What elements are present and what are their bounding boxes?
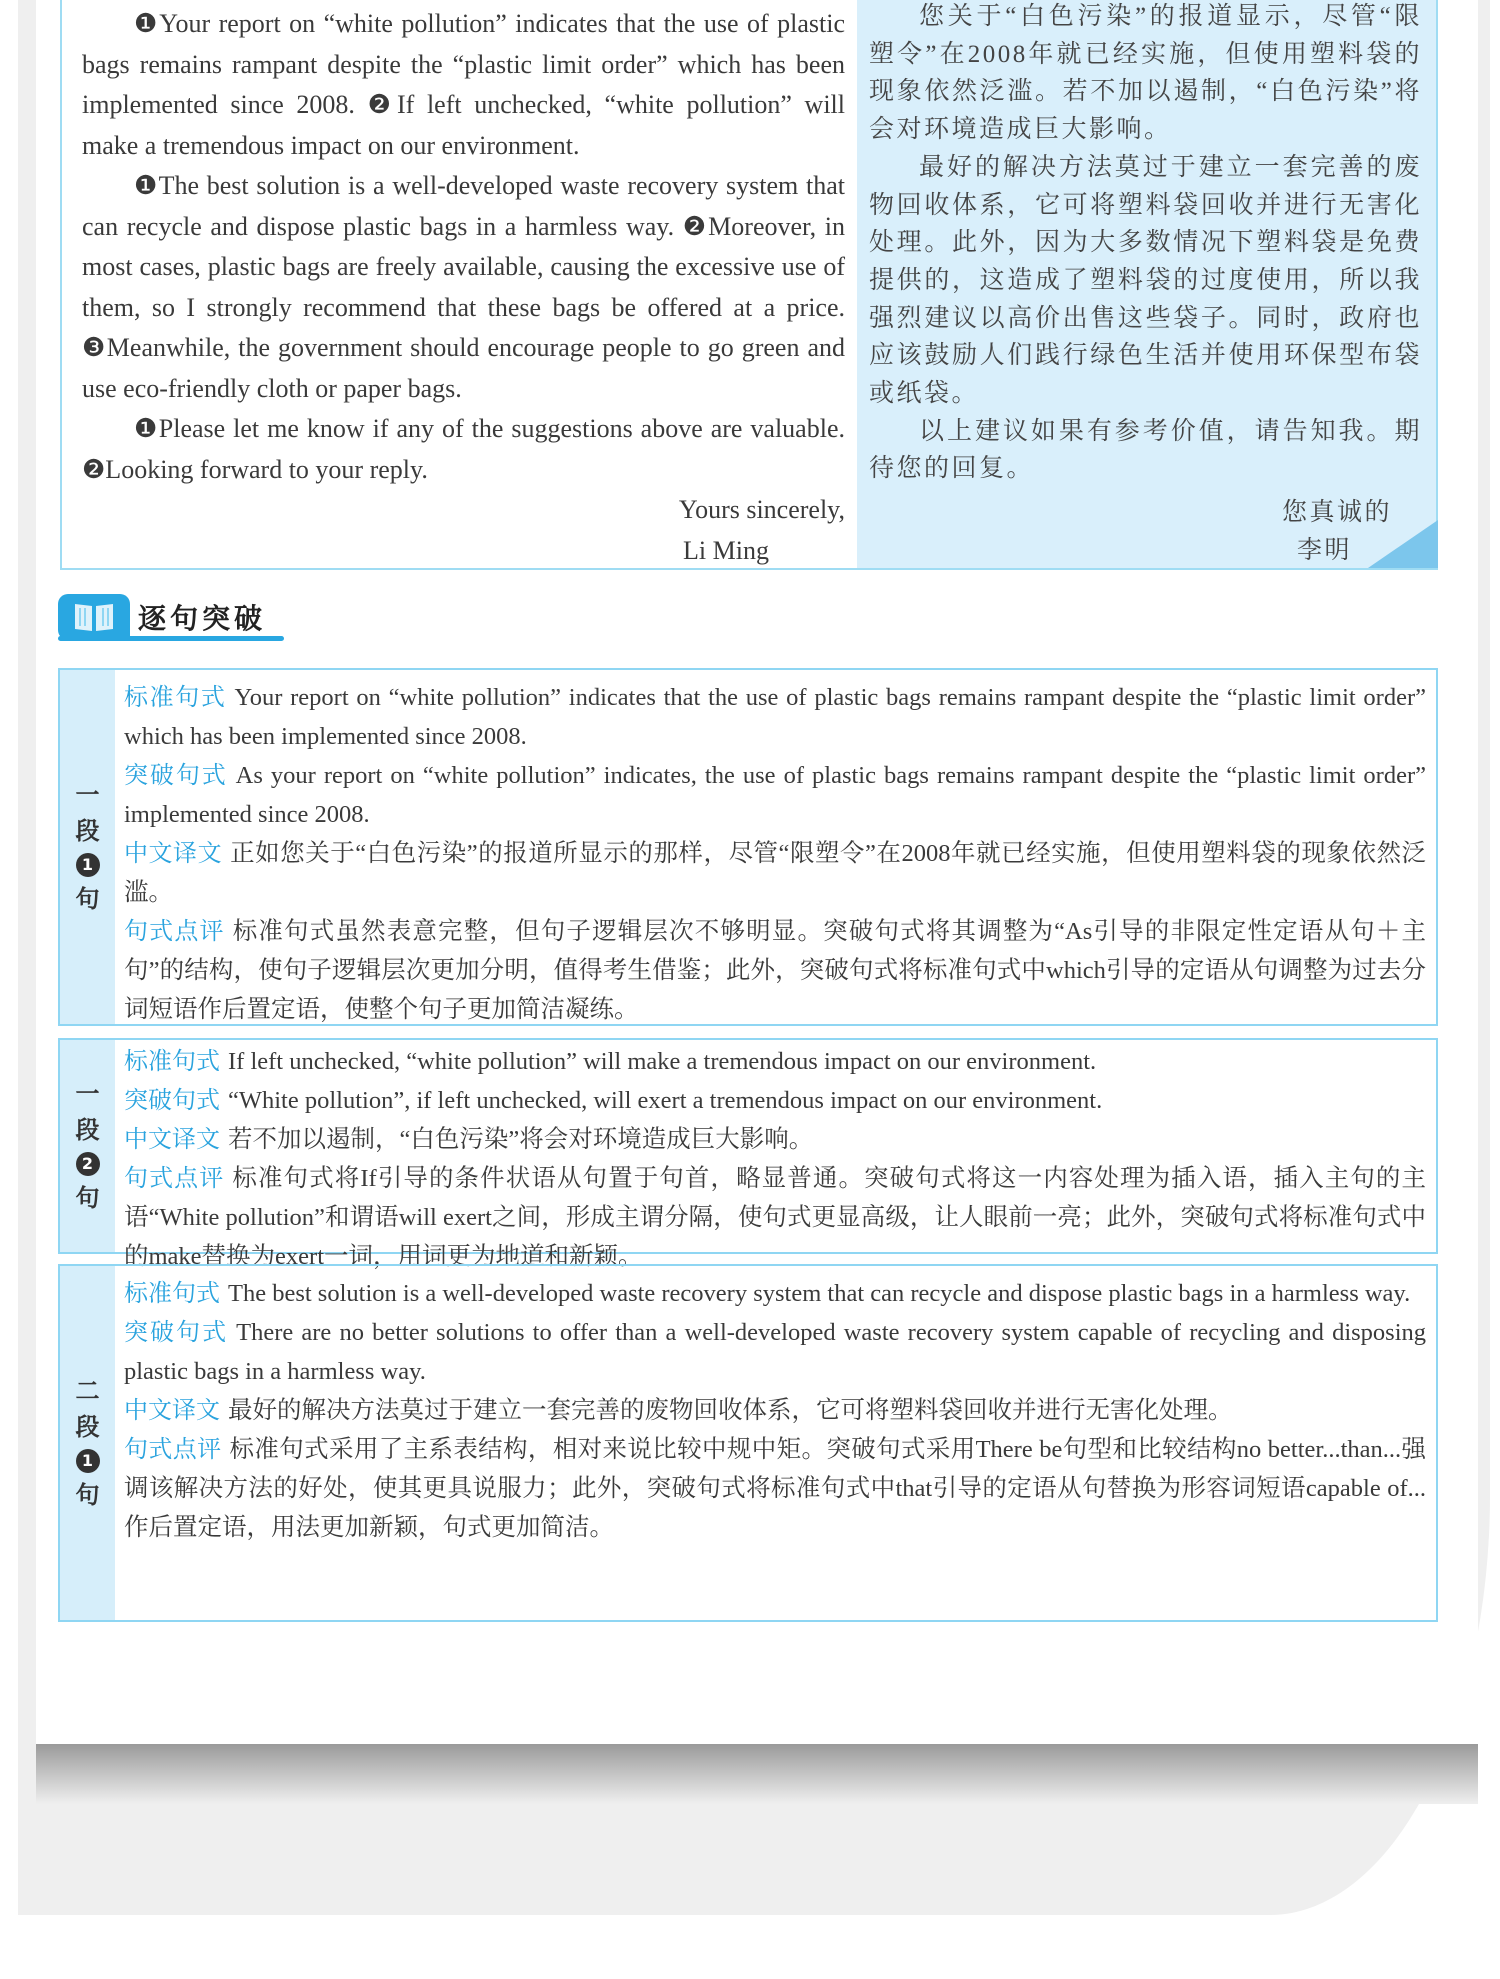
sentence-box-3 <box>58 1264 1438 1622</box>
comment-text: 标准句式将If引导的条件状语从句置于句首，略显普通。突破句式将这一内容处理为插入语，插入主句的主语“White pollution”和谓语will exert之间，形成主谓分隔，使句式更显高级，让人眼前一亮；此外，突破句式将标准句式中的make替换为exert一词，用词更为地道和新颖。 <box>124 1165 1426 1270</box>
standard-text: Your report on “white pollution” indicates that the use of plastic bags remains rampant despite the “plastic limit order” which has been implemented since 2008. <box>124 684 1427 750</box>
box-side-label <box>60 1040 115 1252</box>
breakthrough-row <box>124 1313 1426 1391</box>
section-header <box>58 594 266 640</box>
side-char: 一 <box>75 1080 100 1108</box>
comment-row <box>124 1159 1426 1276</box>
translation-text: 正如您关于“白色污染”的报道所显示的那样，尽管“限塑令”在2008年就已经实施，但使用塑料袋的现象依然泛滥。 <box>124 840 1427 906</box>
side-char: 句 <box>75 885 100 913</box>
side-char: 段 <box>75 1116 100 1144</box>
side-number: 1 <box>76 853 100 877</box>
translation-row <box>124 834 1426 912</box>
breakthrough-text: There are no better solutions to offer than a well-developed waste recovery system capable of recycling and disposing plastic bags in a harmless way. <box>124 1319 1427 1385</box>
en-paragraph: ❶Your report on “white pollution” indicates that the use of plastic bags remains rampant despite the “plastic limit order” which has been implemented since 2008. ❷If left unchecked, “white pollution” will make a tremendous impact on our environment. <box>82 9 845 160</box>
translation-label: 中文译文 <box>124 839 223 867</box>
translation-label: 中文译文 <box>124 1125 220 1153</box>
book-icon <box>58 594 130 640</box>
standard-row <box>124 678 1426 756</box>
breakthrough-row <box>124 756 1426 834</box>
side-char: 句 <box>75 1481 100 1509</box>
comment-label: 句式点评 <box>124 1164 225 1192</box>
breakthrough-text: “White pollution”, if left unchecked, will exert a tremendous impact on our environment. <box>228 1087 1103 1114</box>
translation-row <box>124 1391 1426 1430</box>
box-content <box>115 1040 1436 1270</box>
page-shadow <box>36 1744 1478 1804</box>
breakthrough-label: 突破句式 <box>124 1086 220 1114</box>
letter-chinese <box>857 0 1436 568</box>
en-signature: Li Ming <box>683 535 769 565</box>
section-title: 逐句突破 <box>138 602 267 635</box>
en-closing: Yours sincerely, <box>678 495 845 524</box>
standard-text: If left unchecked, “white pollution” will make a tremendous impact on our environment. <box>228 1048 1097 1075</box>
comment-label: 句式点评 <box>124 1435 222 1463</box>
translation-row <box>124 1120 1426 1159</box>
letter-english <box>62 0 857 568</box>
side-char: 句 <box>75 1184 100 1212</box>
comment-text: 标准句式虽然表意完整，但句子逻辑层次不够明显。突破句式将其调整为“As引导的非限定性定语从句＋主句”的结构，使句子逻辑层次更加分明，值得考生借鉴；此外，突破句式将标准句式中which引导的定语从句调整为过去分词短语作后置定语，使整个句子更加简洁凝练。 <box>124 918 1426 1023</box>
box-content <box>115 670 1436 1024</box>
standard-row <box>124 1042 1426 1081</box>
translation-label: 中文译文 <box>124 1396 220 1424</box>
model-letter <box>60 0 1438 570</box>
comment-row <box>124 1430 1426 1547</box>
translation-text: 若不加以遏制，“白色污染”将会对环境造成巨大影响。 <box>228 1126 814 1153</box>
side-char: 一 <box>75 781 100 809</box>
box-side-label <box>60 1266 115 1620</box>
standard-row <box>124 1274 1426 1313</box>
breakthrough-row <box>124 1081 1426 1120</box>
zh-paragraph: 最好的解决方法莫过于建立一套完善的废物回收体系，它可将塑料袋回收并进行无害化处理。此外，因为大多数情况下塑料袋是免费提供的，这造成了塑料袋的过度使用，所以我强烈建议以高价出售这些袋子。同时，政府也应该鼓励人们践行绿色生活并使用环保型布袋或纸袋。 <box>869 153 1422 408</box>
comment-text: 标准句式采用了主系表结构，相对来说比较中规中矩。突破句式采用There be句型和比较结构no better...than...强调该解决方法的好处，使其更具说服力；此外，突破句式将标准句式中that引导的定语从句替换为形容词短语capable of...作后置定语，用法更加新颖，句式更加简洁。 <box>124 1436 1427 1541</box>
comment-row <box>124 912 1426 1029</box>
breakthrough-label: 突破句式 <box>124 761 228 789</box>
comment-label: 句式点评 <box>124 917 225 945</box>
side-number: 2 <box>76 1152 100 1176</box>
standard-label: 标准句式 <box>124 1047 220 1075</box>
zh-closing: 您真诚的 <box>1281 499 1392 527</box>
standard-label: 标准句式 <box>124 683 227 711</box>
translation-text: 最好的解决方法莫过于建立一套完善的废物回收体系，它可将塑料袋回收并进行无害化处理。 <box>228 1397 1233 1424</box>
side-char: 段 <box>75 1413 100 1441</box>
breakthrough-label: 突破句式 <box>124 1318 229 1346</box>
zh-signature: 李明 <box>1296 536 1352 564</box>
en-paragraph: ❶Please let me know if any of the suggestions above are valuable. ❷Looking forward to your reply. <box>82 414 845 484</box>
side-char: 二 <box>75 1377 100 1405</box>
side-char: 段 <box>75 817 100 845</box>
en-paragraph: ❶The best solution is a well-developed waste recovery system that can recycle and dispose plastic bags in a harmless way. ❷Moreover, in most cases, plastic bags are freely available, causing the excessive use of them, so I strongly recommend that these bags be offered at a price. ❸Meanwhile, the government should encourage people to go green and use eco-friendly cloth or paper bags. <box>82 171 845 403</box>
box-content <box>115 1266 1436 1620</box>
standard-label: 标准句式 <box>124 1279 220 1307</box>
breakthrough-text: As your report on “white pollution” indicates, the use of plastic bags remains rampant despite the “plastic limit order” implemented since 2008. <box>124 762 1426 828</box>
sentence-box-2 <box>58 1038 1438 1270</box>
side-number: 1 <box>76 1449 100 1473</box>
box-side-label <box>60 670 115 1024</box>
zh-paragraph: 以上建议如果有参考价值，请告知我。期待您的回复。 <box>869 417 1422 483</box>
standard-text: The best solution is a well-developed waste recovery system that can recycle and dispose plastic bags in a harmless way. <box>228 1280 1411 1307</box>
page-fold-corner <box>1368 520 1438 568</box>
sentence-box-1 <box>58 668 1438 1026</box>
section-underline <box>58 636 284 641</box>
zh-paragraph: 您关于“白色污染”的报道显示，尽管“限塑令”在2008年就已经实施，但使用塑料袋的现象依然泛滥。若不加以遏制，“白色污染”将会对环境造成巨大影响。 <box>869 3 1422 144</box>
